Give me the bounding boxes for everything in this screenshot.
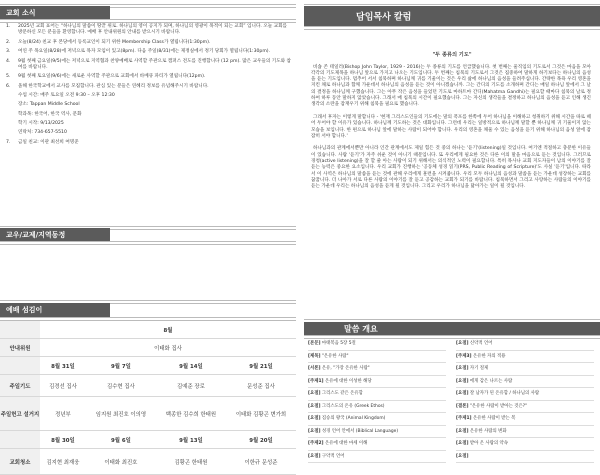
header-rule (0, 241, 296, 245)
fellowship-header (0, 228, 110, 241)
column-paragraph: 하나님과의 관계에서뿐만 아니라 인간 관계에서도 제일 힘든 것 중의 하나는 '듣기'(listening)일 것입니다. 여기엔 적절하고 충분한 이유들이 있습니다. 사람 '듣기'가 자주 쉬운 것이 아니기 때문입니다. 또 우리에게 필요한 것은 다른 이의 말을 마음으로 듣는 것입니다. 그러므로 경청(active listening)을 잘 할 줄 아는 사람이 되기 위해서는 의식적인 노력이 필요합니다. 특히 목사나 교회 지도자들이 남의 이야기를 잘 듣는 능력은 중요한 요소입니다. 우리 교회가 진행하는 '공동체 성경 읽기(PRS, Public Reading of Scripture)'도 사실 '듣기'입니다. 따라서 이 사역은 하나님의 말씀을 듣는 것에 관해 우리에게 훈련을 시켜줍니다. 우리 모두 하나님의 음성과 말씀을 듣는 가운데 성장하는 교회를 꿈꿉니다. 더 나아가 서로 다른 사람의 이야기를 잘 듣고 공감하는 교회가 되기를 바랍니다. 침묵하면서 그리고 사랑하는 사람들의 이야기를 듣는 가운데 우리는 하나님의 음성을 듣게 될 것입니다. 그리고 우리가 하나님을 닮아가는 일이 될 것입니다. (311, 146, 591, 190)
list-item: [주제1] 온유에 대한 이성한 해당 (308, 376, 446, 389)
list-item: [요점] 짐승의 왕국 (Animal Kingdom) (308, 413, 446, 426)
table-cell: 9월 7일 (86, 357, 156, 375)
list-item: [서론] 온유, "가장 온유한 사람" (308, 363, 446, 376)
school-info-line: 수업 시간: 매주 토요일 오전 9:30 – 오후 12:30 (18, 93, 115, 99)
table-cell: 9월 20일 (226, 431, 296, 449)
list-item: [제목] "온유한 사람" (308, 351, 446, 364)
column-body (311, 52, 591, 197)
list-item: [주제1] 온유한 사람이 받는 복 (456, 413, 594, 426)
news-item: 2. 오늘(8/24) 친교 후 본당에서 등록교인이 되기 위한 Membership Class가 열립니다(1:30pm). (6, 39, 211, 45)
news-list (6, 24, 292, 149)
table-cell: 김경선 집사 (40, 375, 86, 397)
sermon-column-right (456, 338, 594, 463)
list-item: [결론] "온유한 사람이 받아는 것은?" (456, 401, 594, 414)
table-cell: 정년부 (40, 397, 86, 431)
table-cell: 9월 14일 (156, 357, 226, 375)
table-row: 주일기도 김경선 집사 김수현 집사 김예준 장로 문성준 집사 (0, 375, 296, 397)
list-item: [요점] 온유한 사람의 변화 (456, 426, 594, 439)
table-cell: 이태화 최진호 (86, 449, 156, 475)
school-info-line: 장소: Tappan Middle School (18, 102, 80, 108)
column-paragraph: 비숍 존 테일러(Bishop John Taylor, 1929 - 2016)는 두 종류의 기도를 언급했습니다. 첫 번째는 울직임의 기도로서 그것은 마음을 모아 각각의 기도제목을 하나님 앞으로 가지고 나오는 기도입니다. 두 번째는 침묵의 기도로서 그것은 집중하여 말하게 하기보다는 하나님의 음성을 듣는 기도입니다. 멈추어 서서 침묵하며 하나님께 귀를 기울이는 것은 우리 삶에 하나님의 음성을 들려주십니다. 간략한 목욕 우리 영혼을 지킨 채로 하나님과 함께 가운데서 하나님의 음성을 듣는 것이 아니겠습니까. 그는 간디의 기도를 소개하며 간디는 매일 하나님 앞에서 그 날의 결정을 하나님께 구했습니다. 그는 아무 작은 음성을 들었던 기도로 마하트마 간디(Mahatma Gandhi)는 필요할 때마다 침묵의 날로 정하여 하루 동안 말하지 않았습니다. 그래서 매 침묵의 시간이 필요했습니다. 그는 자신의 생각들을 결정하고 하나님의 음성을 듣고 인해 생긴 생각의 소란을 잠재우기 위해 침묵을 필요로 했습니다. (311, 64, 591, 108)
table-cell: 이한규 문성준 (226, 449, 296, 475)
news-title: 교회 소식 (6, 8, 36, 17)
news-item: 7. 금일 친교: 이관 최선희 여명준 (6, 139, 79, 145)
news-item: 4. 9월 첫째 금요일(9/5)에는 저녁으로 지역협과 찬양예배로 사역할 주관으로 캠퍼스 전도를 진행합니다 (12 pm). 많은 교우들의 기도와 참여를 바랍니다. (6, 58, 291, 70)
table-row (0, 357, 296, 375)
list-item: [요점] (456, 451, 594, 464)
list-item: [주제3] 온유한 자의 적용 (456, 351, 594, 364)
table-cell: 김지현 최재웅 (40, 449, 86, 475)
sermon-title: 말씀 개요 (344, 324, 378, 333)
schedule-title: 예배 섬김이 (6, 306, 43, 314)
table-row (0, 431, 296, 449)
news-item: 3. 여연 주 목요일(8/28)에 저녁으로 목자 모임이 있고(8pm). 다음 주일(8/31)에는 제정실에서 정기 당회가 열립니다(1:30pm). (6, 49, 271, 55)
list-item: [요점] 잘 남자가 된 온유함 / 하나님의 사람 (456, 388, 594, 401)
table-row: 안내위원 이태화 집사 (0, 339, 296, 357)
header-rule (304, 26, 600, 30)
list-item: [요점] 받아 온 사람의 약속 (456, 438, 594, 451)
table-cell: 8월 31일 (40, 357, 86, 375)
school-info-line: 연락처: 734-657-5510 (18, 130, 67, 136)
schedule-table (0, 321, 296, 475)
fellowship-title: 교우/교제/지역동정 (6, 230, 66, 239)
list-item: [요점] 성경 언어 안에서 (Biblical Language) (308, 426, 446, 439)
sermon-column-left (308, 338, 446, 463)
table-cell: 9월 6일 (86, 431, 156, 449)
list-item: [요점] 구약적 언어 (308, 451, 446, 464)
list-item: [본문] 마태복음 5장 5절 (308, 338, 446, 351)
table-cell: 이태화 집사 (40, 339, 296, 357)
table-row (0, 321, 296, 339)
news-item: 5. 9월 첫째 토요일(9/6)에는 새로운 사역할 주관으로 교회에서 바베큐 파티가 열립니다(12pm). (6, 74, 206, 80)
school-info-line: 학과목: 한국어, 한국 역사, 문화 (18, 111, 82, 117)
column-subtitle: "두 종류의 기도" (432, 52, 472, 58)
news-item: 1. 2025년 교회 표어는 “하나님의 말씀이 땅끝 위로. 하나님의 영이 공지가 되며, 하나님의 영광이 목적이 되는 교회” 입니다. 오늘 교회를 방문하신 모든 분들을 환영합니다. 예배 후 안내위원의 안내를 받으시기 바랍니다. (6, 24, 287, 36)
table-cell: 김황곤 한태원 (156, 449, 226, 475)
table-cell: 임지원 최진호 이의영 (86, 397, 156, 431)
column-header (304, 6, 600, 26)
list-item: [요점] 그리스도의 온유 (Greek Ethos) (308, 401, 446, 414)
table-cell: 9월 13일 (156, 431, 226, 449)
table-cell: 백종한 김수희 한태원 (156, 397, 226, 431)
sermon-header (304, 322, 600, 335)
schedule-header (0, 303, 110, 317)
news-header (0, 6, 110, 19)
table-cell: 김수현 집사 (86, 375, 156, 397)
list-item: [주제2] 온유에 대한 마세 이해 (308, 438, 446, 451)
table-cell: 문성준 집사 (226, 375, 296, 397)
table-cell: 8월 (40, 321, 296, 339)
table-cell: 이태화 김황곤 변가희 (226, 397, 296, 431)
list-item: [요점] 신약적 언어 (456, 338, 594, 351)
list-item: [요점] 그리스도 같은 온유함 (308, 388, 446, 401)
table-cell: 김예준 장로 (156, 375, 226, 397)
column-paragraph: 그래서 후자는 이렇게 말합니다 - '현재 그리스도인들의 기도에는 말의 폭포를 한쪽에 두어 하나님을 이해하고 청취하기 위해 시간을 따로 떼어 두어야 할 이유가 있습니다. 하나님께 기도하는 것은 대화입니다. 그런데 우리는 일방적으로 하나님께 말할 뿐 하나님께 귀 기울이지 않는 모습을 보입니다. 한 편으로 하나님 앞에 말하는 사람이 되어야 합니다. 우리의 영혼을 채울 수 있는 음성을 듣기 위해 하나님의 음성 앞에 잠잠히 서야 합니다.' (311, 114, 591, 139)
header-rule (0, 19, 296, 23)
table-cell: 9월 21일 (226, 357, 296, 375)
column-title: 담임목사 칼럼 (356, 12, 412, 23)
list-item: [요점] 에게 감은 나르는 사람 (456, 376, 594, 389)
table-cell: 8월 30일 (40, 431, 86, 449)
table-row: 주일헌고 설거지 정년부 임지원 최진호 이의영 백종한 김수희 한태원 이태화 김황곤 변가희 (0, 397, 296, 431)
list-item: [요점] 자기 절제 (456, 363, 594, 376)
table-row: 교회청소 김지현 최재웅 이태화 최진호 김황곤 한태원 이한규 문성준 (0, 449, 296, 475)
school-info-line: 학기 시작: 9/13/2025 (18, 120, 64, 126)
news-item: 6. 올해 한국학교에서 교사를 모집합니다. 관심 있는 분들은 연혜리 정보를 유념해주시기 바랍니다. (6, 83, 209, 89)
